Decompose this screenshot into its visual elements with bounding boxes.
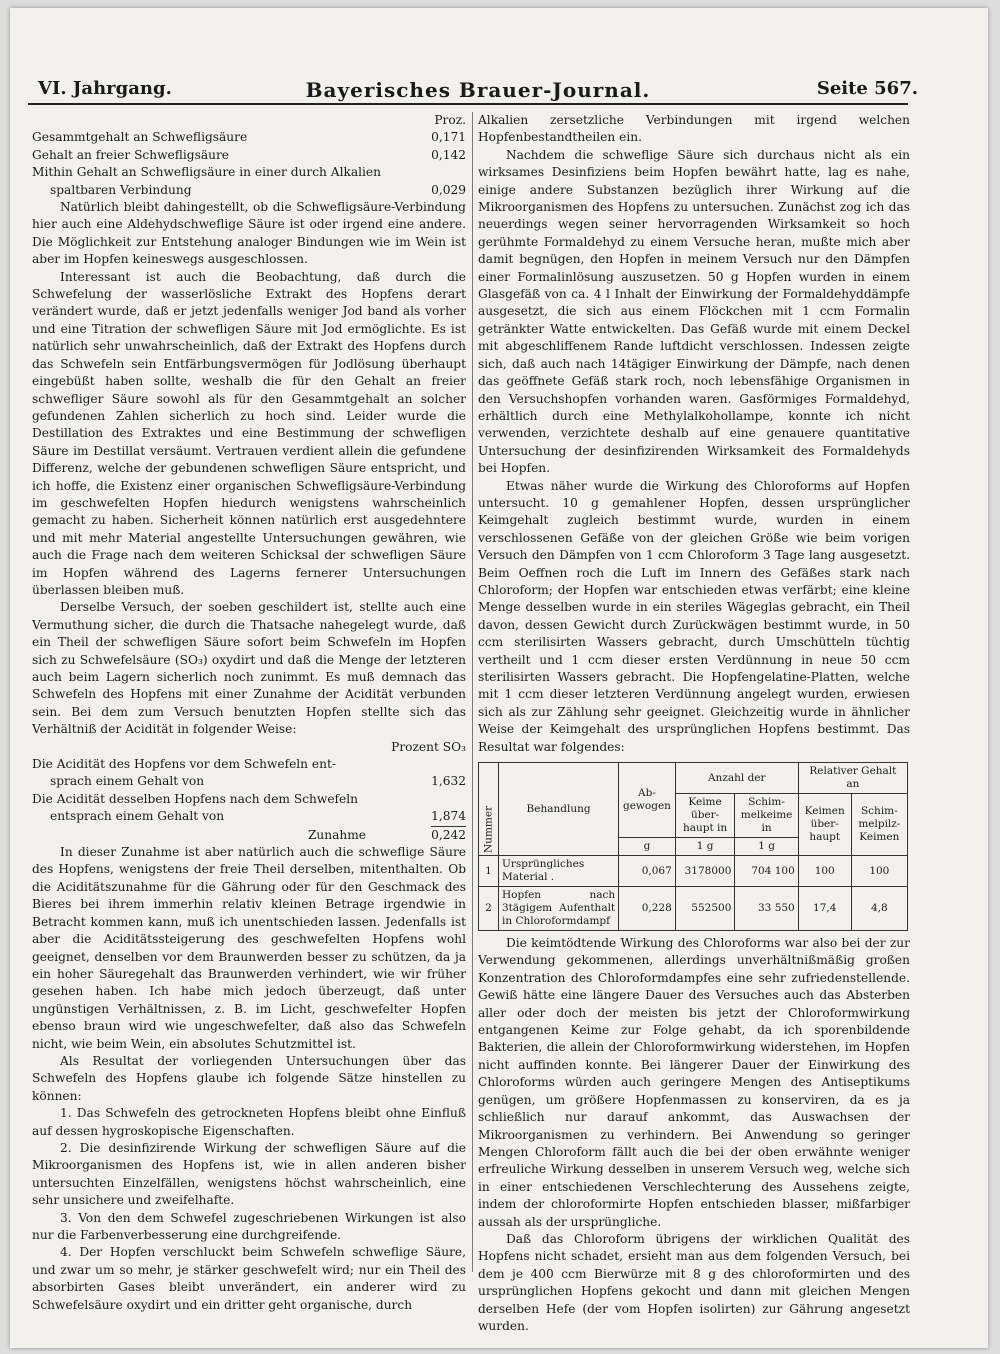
col-header-keime: Keime über-haupt in: [675, 794, 735, 838]
col-header-rel-schimmel: Schim-melpilz-Keimen: [851, 794, 907, 856]
col-header-rel-keimen: Keimen über-haupt: [798, 794, 851, 856]
paragraph: Natürlich bleibt dahingestellt, ob die Schwefligsäure-Verbindung hier auch eine Aldehydschweflige Säure ist oder irgend eine andere. Die Möglichkeit zur Entstehung analoger Bindungen wie im Wein ist aber im Hopfen keineswegs ausgeschlossen.: [32, 200, 466, 267]
paragraph: In dieser Zunahme ist aber natürlich auch die schweflige Säure des Hopfens, wenigstens der freie Theil derselben, mitenthalten. Ob die Aciditätszunahme für die Gährung oder für den Geschmack des Bieres bei ihrem immerhin relativ kleinen Betrage irgendwie in Betracht kommen kann, muß ich unentschieden lassen. Jedenfalls ist aber die Aciditätssteigerung des geschwefelten Hopfens wohl geeignet, denselben vor dem Braunwerden besser zu schützen, da ja ein hoher Säuregehalt das Braunwerden verhindert, wie wir früher gesehen haben. Ich habe mich jedoch überzeugt, daß unter ungünstigen Verhältnissen, z. B. im Licht, geschwefelter Hopfen ebenso braun wird wie ungeschwefelter, daß also das Schwefeln nicht, wie beim Wein, ein absolutes Schutzmittel ist.: [32, 845, 466, 1051]
right-column: [478, 112, 910, 1337]
measurement-row: spaltbaren Verbindung 0,029: [50, 182, 466, 197]
paragraph: Interessant ist auch die Beobachtung, daß durch die Schwefelung der wasserlösliche Extrakt des Hopfens derart verändert wurde, daß er jetzt jedenfalls weniger Jod band als vorher und eine Titration der schwefligen Säure mit Jod ermöglichte. Es ist natürlich sehr unwahrscheinlich, daß der Extrakt des Hopfens durch das Schwefeln sein Entfärbungsvermögen für Jodlösung überhaupt eingebüßt haben sollte, weshalb die für den Gehalt an freier schwefliger Säure sowohl als für den Gesammtgehalt an solcher gefundenen Zahlen sicherlich zu hoch sind. Leider wurde die Destillation des Extraktes und eine Bestimmung der schwefligen Säure im Destillat versäumt. Vertrauen verdient allein die gefundene Differenz, welche der gebundenen schwefligen Säure entspricht, und ich hoffe, die Existenz einer organischen Schwefligsäure-Verbindung im geschwefelten Hopfen hiedurch wenigstens wahrscheinlich gemacht zu haben. Sicherheit können natürlich erst ausgedehntere und mit mehr Material angestellte Untersuchungen gewähren, wie auch die Frage nach dem weiteren Schicksal der schwefligen Säure im Hopfen während des Lagerns fernerer Untersuchungen überlassen bleiben muß.: [32, 269, 466, 597]
measurement-row: Gehalt an freier Schwefligsäure 0,142: [32, 147, 466, 162]
cell-schimmel: 704 100: [735, 856, 798, 887]
results-table: [478, 762, 908, 931]
cell-behandlung: Ursprüngliches Material .: [499, 856, 619, 887]
paragraph: Nachdem die schweflige Säure sich durchaus nicht als ein wirksames Desinfiziens beim Hopfen bewährt hatte, lag es nahe, einige andere Substanzen bezüglich ihrer Wirkung auf die Mikroorganismen des Hopfens zu untersuchen. Zunächst zog ich das neuerdings wegen seiner hervorragenden Wirksamkeit so hoch gerühmte Formaldehyd zu einem Versuche heran, mußte mich aber damit begnügen, den Hopfen in meinem Versuch nur den Dämpfen einer Formalinlösung auszusetzen. 50 g Hopfen wurden in einem Glasgefäß von ca. 4 l Inhalt der Einwirkung der Formaldehyddämpfe ausgesetzt, die sich aus einem Flöckchen mit 1 ccm Formalin getränkter Watte entwickelten. Das Gefäß wurde mit einem Deckel mit abgeschliffenem Rande luftdicht verschlossen. Indessen zeigte sich, daß auch nach 14tägiger Einwirkung der Dämpfe, nach denen das geöffnete Gefäß stark roch, noch lebensfähige Organismen in den Versuchshopfen vorhanden waren. Gasförmiges Formaldehyd, erhältlich durch eine Methylalkohollampe, konnte ich nicht verwenden, verzichtete deshalb auf eine genauere quantitative Untersuchung der desinfizirenden Wirksamkeit des Formaldehyds bei Hopfen.: [478, 147, 910, 476]
list-item: 3. Von den dem Schwefel zugeschriebenen Wirkungen ist also nur die Farbenverbesserung eine durchgreifende.: [32, 1210, 466, 1242]
acidity-total-row: Zunahme 0,242: [32, 826, 466, 844]
journal-title: Bayerisches Brauer-Journal.: [305, 78, 651, 102]
cell-rel-keimen: 17,4: [798, 887, 851, 931]
col-header-nummer: Nummer: [479, 763, 499, 856]
acidity-table: [32, 739, 466, 844]
acidity-unit: Prozent SO₃: [391, 739, 466, 754]
acidity-row: Die Acidität desselben Hopfens nach dem Schwefeln: [32, 791, 359, 806]
paragraph: Etwas näher wurde die Wirkung des Chloroforms auf Hopfen untersucht. 10 g gemahlener Hopfen, dessen ursprünglicher Keimgehalt zugleich bestimmt wurde, wurden in einem verschlossenen Gefäße von der gleichen Größe wie beim vorigen Versuch den Dämpfen von 1 ccm Chloroform 3 Tage lang ausgesetzt. Beim Oeffnen roch die Luft im Innern des Gefäßes stark nach Chloroform; der Hopfen war entschieden etwas verfärbt; eine kleine Menge desselben wurde in ein steriles Wägeglas gebracht, ein Theil davon, dessen Gewicht durch Zurückwägen bestimmt wurde, in 50 ccm sterilisirten Wassers gebracht, durch Umschütteln tüchtig vertheilt und 1 ccm dieser ersten Verdünnung in neue 50 ccm sterilisirten Wassers gebracht. Die Hopfengelatine-Platten, welche mit 1 ccm dieser letzteren Verdünnung angelegt wurden, erwiesen sich als zur Zählung sehr geeignet. Gleichzeitig wurde in ähnlicher Weise der Keimgehalt des ursprünglichen Hopfens bestimmt. Das Resultat war folgendes:: [478, 478, 910, 754]
cell-rel-schimmel: 100: [851, 856, 907, 887]
cell-abgewogen: 0,228: [619, 887, 676, 931]
cell-schimmel: 33 550: [735, 887, 798, 931]
cell-nr: 1: [479, 856, 499, 887]
cell-nr: 2: [479, 887, 499, 931]
page-number: Seite 567.: [816, 78, 918, 99]
column-divider: [472, 112, 473, 1272]
paragraph: Als Resultat der vorliegenden Untersuchungen über das Schwefeln des Hopfens glaube ich folgende Sätze hinstellen zu können:: [32, 1053, 466, 1103]
unit-keime: 1 g: [675, 838, 735, 856]
acidity-row: sprach einem Gehalt von 1,632: [50, 774, 466, 789]
paragraph: Daß das Chloroform übrigens der wirklichen Qualität des Hopfens nicht schadet, ersieht man aus dem folgenden Versuch, bei dem je 400 ccm Bierwürze mit 8 g des chloroformirten und des ursprünglichen Hopfens gekocht und dann mit gleichen Mengen derselben Hefe (der vom Hopfen isolirten) zur Gährung angesetzt wurden.: [478, 1231, 910, 1333]
measurement-row: Gesammtgehalt an Schwefligsäure 0,171: [32, 130, 466, 145]
cell-abgewogen: 0,067: [619, 856, 676, 887]
cell-behandlung: Hopfen nach 3tägigem Aufenthalt in Chloroformdampf: [499, 887, 619, 931]
conclusion-list: [32, 1105, 466, 1314]
col-header-abgewogen: Ab-gewogen: [619, 763, 676, 838]
cell-keime: 3178000: [675, 856, 735, 887]
acidity-total: 0,242: [431, 826, 466, 844]
col-header-relativ: Relativer Gehalt an: [798, 763, 907, 794]
paragraph: Die keimtödtende Wirkung des Chloroforms war also bei der zur Verwendung gekommenen, allerdings unverhältnißmäßig großen Konzentration des Chloroformdampfes eine sehr zufriedenstellende. Gewiß hätte eine längere Dauer des Versuches auch das Absterben aller oder doch der meisten bis jetzt der Chloroformwirkung entgangenen Keime zur Folge gehabt, da ich sporenbildende Bakterien, die allein der Chloroformwirkung widerstehen, im Hopfen nicht auffinden konnte. Bei längerer Dauer der Einwirkung des Chloroforms würden auch geringere Mengen des Antiseptikums genügen, um größere Hopfenmassen zu konserviren, da es ja schließlich nur darauf ankommt, das Auswachsen der Mikroorganismen zu verhindern. Bei Anwendung so geringer Mengen Chloroform fällt auch die bei der oben erwähnte weniger erfreuliche Wirkung desselben in unserem Versuch weg, welche sich in einer entschiedenen Verschlechterung des Aussehens zeigte, indem der chloroformirte Hopfen entschieden blasser, mißfarbiger aussah als der ursprüngliche.: [478, 936, 910, 1229]
col-header-anzahl: Anzahl der: [675, 763, 798, 794]
header-rule: [28, 103, 908, 105]
acidity-row: entsprach einem Gehalt von 1,874: [50, 809, 466, 824]
cell-rel-keimen: 100: [798, 856, 851, 887]
paragraph: Derselbe Versuch, der soeben geschildert ist, stellte auch eine Vermuthung sicher, die durch die Thatsache nahegelegt wurde, daß ein Theil der schwefligen Säure sofort beim Schwefeln im Hopfen sich zu Schwefelsäure (SO₃) oxydirt und daß die Menge der letzteren auch beim Lagern sicherlich noch zunimmt. Es muß demnach das Schwefeln des Hopfens mit einer Zunahme der Acidität verbunden sein. Bei dem zum Versuch benutzten Hopfen stellte sich das Verhältniß der Acidität in folgender Weise:: [32, 600, 466, 737]
measurement-row: Mithin Gehalt an Schwefligsäure in einer durch Alkalien: [32, 165, 381, 180]
left-column: [32, 112, 466, 1337]
table-row: [479, 856, 908, 887]
table-row: [479, 887, 908, 931]
unit-schimmel: 1 g: [735, 838, 798, 856]
list-item: 1. Das Schwefeln des getrockneten Hopfens bleibt ohne Einfluß auf dessen hygroskopische Eigenschaften.: [32, 1106, 466, 1138]
list-item: 2. Die desinfizirende Wirkung der schwefligen Säure auf die Mikroorganismen des Hopfens ist, wie in allen anderen bisher untersuchten Einzelfällen, wenigstens höchst wahrscheinlich, eine sehr unsichere und zweifelhafte.: [32, 1140, 466, 1208]
list-item: 4. Der Hopfen verschluckt beim Schwefeln schweflige Säure, und zwar um so mehr, je stärker geschwefelt wird; nur ein Theil des absorbirten Gases bleibt unverändert, ein anderer wird zu Schwefelsäure oxydirt und ein dritter geht organische, durch: [32, 1245, 466, 1312]
col-header-schimmel: Schim-melkeime in: [735, 794, 798, 838]
measurement-unit: Proz.: [434, 113, 466, 127]
volume-label: VI. Jahrgang.: [38, 78, 172, 99]
acidity-row: Die Acidität des Hopfens vor dem Schwefeln ent-: [32, 757, 336, 772]
cell-rel-schimmel: 4,8: [851, 887, 907, 931]
unit-abgewogen: g: [619, 838, 676, 856]
col-header-behandlung: Behandlung: [499, 763, 619, 856]
paragraph: Alkalien zersetzliche Verbindungen mit irgend welchen Hopfenbestandtheilen ein.: [478, 113, 910, 145]
cell-keime: 552500: [675, 887, 735, 931]
